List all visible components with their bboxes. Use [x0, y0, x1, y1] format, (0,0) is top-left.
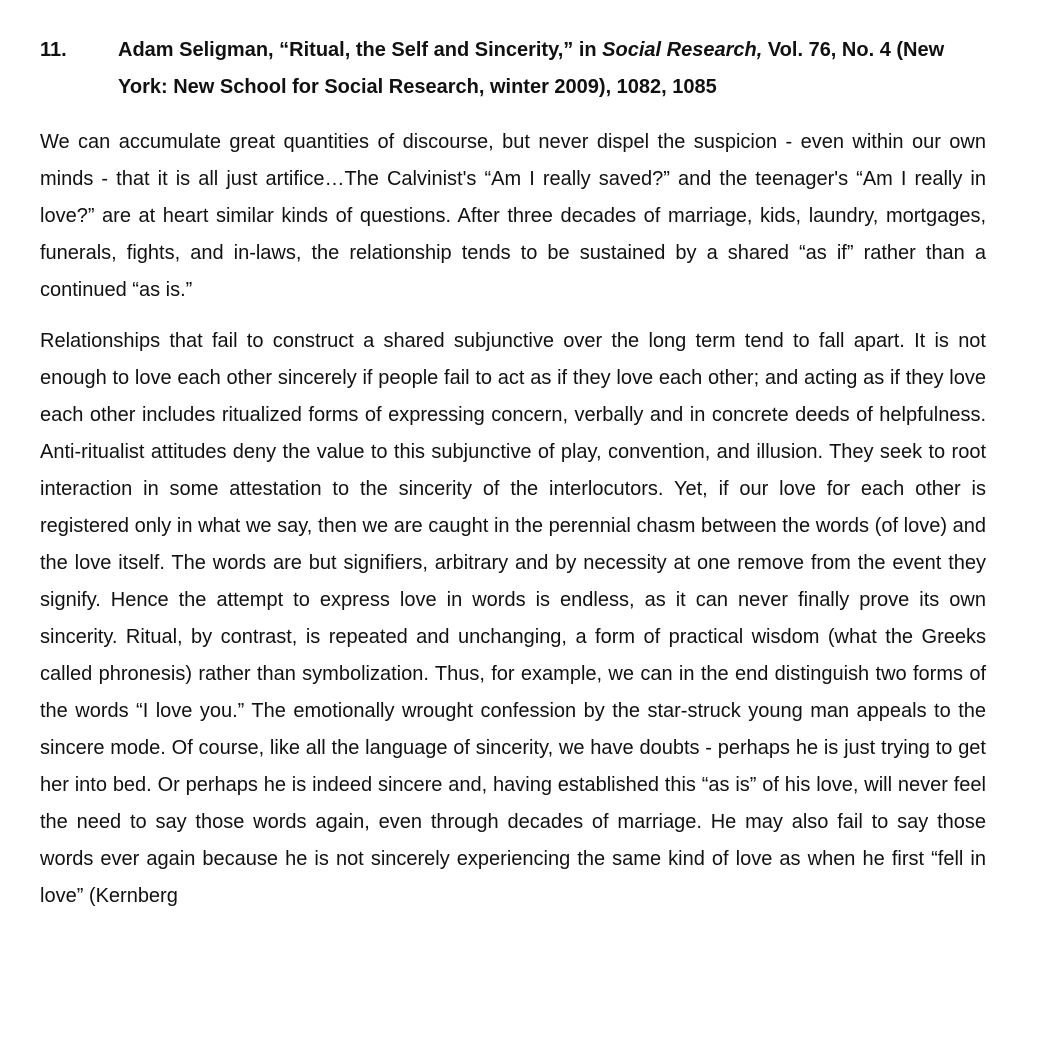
quote-paragraph-2: Relationships that fail to construct a shared subjunctive over the long term tend to fall apart. It is not enough to love each other sincerely if people fail to act as if they love each other; and acting as if they love each other includes ritualized forms of expressing concern, verbally and in concrete deeds of helpfulness. Anti-ritualist attitudes deny the value to this subjunctive of play, convention, and illusion. They seek to root interaction in some attestation to the sincerity of the interlocutors. Yet, if our love for each other is registered only in what we say, then we are caught in the perennial chasm between the words (of love) and the love itself. The words are but signifiers, arbitrary and by necessity at one remove from the event they signify. Hence the attempt to express love in words is endless, as it can never finally prove its own sincerity. Ritual, by contrast, is repeated and unchanging, a form of practical wisdom (what the Greeks called phronesis) rather than symbolization. Thus, for example, we can in the end distinguish two forms of the words “I love you.” The emotionally wrought confession by the star-struck young man appeals to the sincere mode. Of course, like all the language of sincerity, we have doubts - perhaps he is just trying to get her into bed. Or perhaps he is indeed sincere and, having established this “as is” of his love, will never feel the need to say those words again, even through decades of marriage. He may also fail to say those words ever again because he is not sincerely experiencing the same kind of love as when he first “fell in love” (Kernberg	[40, 330, 986, 907]
citation-authors-title: Adam Seligman, “Ritual, the Self and Sincerity,” in	[118, 39, 603, 61]
citation-number: 11.	[40, 39, 67, 61]
citation-publication-details: Vol. 76, No. 4 (New York: New School for Social Research, winter 2009), 1082, 1085	[118, 39, 945, 98]
citation-heading	[40, 32, 986, 106]
citation-journal: Social Research,	[602, 39, 763, 61]
citation-text	[118, 32, 986, 106]
quote-paragraph-1: We can accumulate great quantities of discourse, but never dispel the suspicion - even within our own minds - that it is all just artifice…The Calvinist's “Am I really saved?” and the teenager's “Am I really in love?” are at heart similar kinds of questions. After three decades of marriage, kids, laundry, mortgages, funerals, fights, and in-laws, the relationship tends to be sustained by a shared “as if” rather than a continued “as is.”	[40, 131, 986, 301]
